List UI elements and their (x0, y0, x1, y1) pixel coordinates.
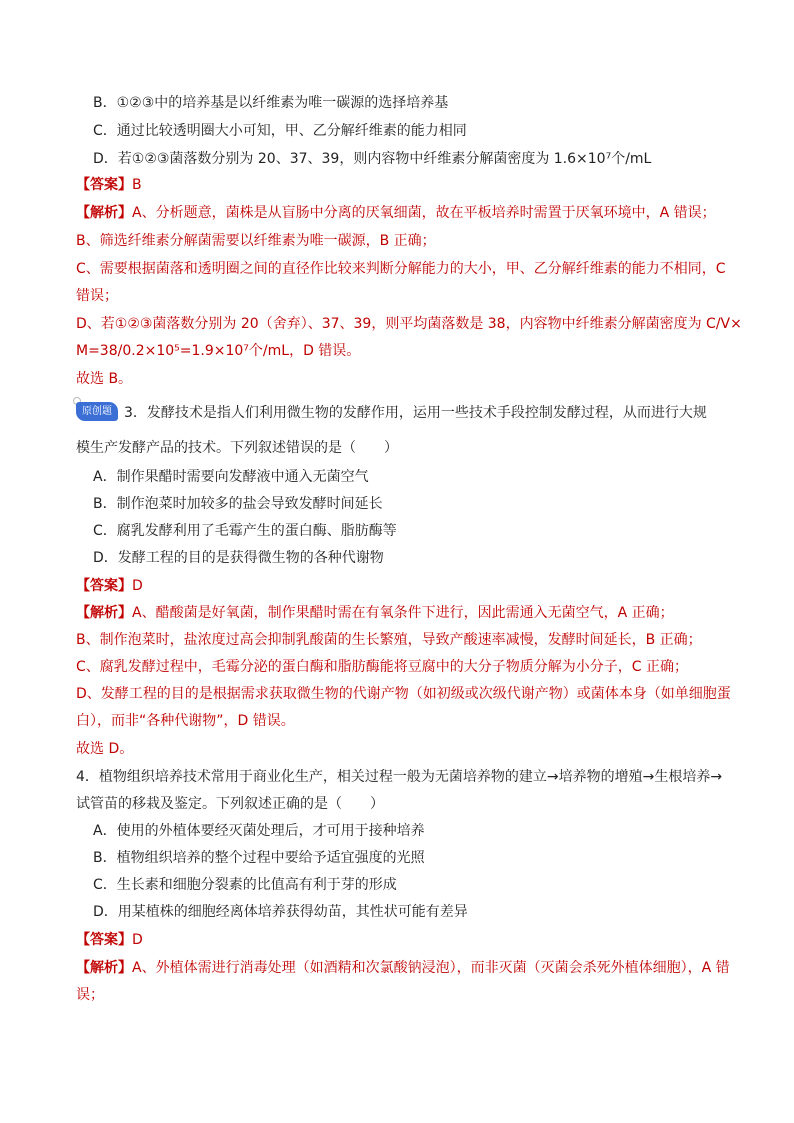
analysis-label: 【解析】 (76, 205, 132, 221)
analysis-text: A、分析题意，菌株是从盲肠中分离的厌氧细菌，故在平板培养时需置于厌氧环境中，A 错误； (132, 205, 716, 221)
prev-option-c: C．通过比较透明圈大小可知，甲、乙分解纤维素的能力相同 (93, 123, 467, 139)
q3-answer (76, 576, 143, 596)
prev-analysis-line: 错误； (76, 288, 118, 304)
prev-analysis-line: M=38/0.2×10⁵=1.9×10⁷个/mL，D 错误。 (76, 343, 361, 359)
q4-option-b: B．植物组织培养的整个过程中要给予适宜强度的光照 (93, 850, 425, 866)
prev-conclusion: 故选 B。 (76, 371, 133, 387)
q4-analysis-line: 误； (76, 987, 104, 1003)
q4-option-a: A．使用的外植体要经灭菌处理后，才可用于接种培养 (93, 823, 425, 839)
q3-analysis-line (76, 603, 674, 623)
q3-conclusion: 故选 D。 (76, 741, 134, 757)
answer-value: B (132, 177, 142, 193)
q3-analysis-line: B、制作泡菜时，盐浓度过高会抑制乳酸菌的生长繁殖，导致产酸速率减慢，发酵时间延长，B 正确； (76, 632, 702, 648)
q3-analysis-line: C、腐乳发酵过程中，毛霉分泌的蛋白酶和脂肪酶能将豆腐中的大分子物质分解为小分子，C 正确； (76, 659, 688, 675)
prev-analysis-line: B、筛选纤维素分解菌需要以纤维素为唯一碳源，B 正确； (76, 233, 436, 249)
analysis-label: 【解析】 (76, 960, 132, 976)
prev-option-b: B．①②③中的培养基是以纤维素为唯一碳源的选择培养基 (93, 95, 449, 111)
prev-option-d: D．若①②③菌落数分别为 20、37、39，则内容物中纤维素分解菌密度为 1.6×10⁷个/mL (93, 151, 652, 167)
q3-option-a: A．制作果醋时需要向发酵液中通入无菌空气 (93, 469, 369, 485)
q3-stem: 模生产发酵产品的技术。下列叙述错误的是（ ） (76, 440, 398, 456)
original-question-badge: 原创题 (76, 402, 118, 421)
answer-value: D (132, 932, 143, 948)
q4-stem: 试管苗的移栽及鉴定。下列叙述正确的是（ ） (76, 796, 384, 812)
q4-stem: 4．植物组织培养技术常用于商业化生产，相关过程一般为无菌培养物的建立→培养物的增殖→生根培养→ (76, 769, 723, 785)
analysis-label: 【解析】 (76, 605, 132, 621)
answer-label: 【答案】 (76, 578, 132, 594)
answer-label: 【答案】 (76, 932, 132, 948)
q4-analysis-line (76, 958, 730, 978)
q3-option-c: C．腐乳发酵利用了毛霉产生的蛋白酶、脂肪酶等 (93, 523, 397, 539)
prev-analysis-line (76, 203, 716, 223)
prev-answer (76, 175, 142, 195)
answer-value: D (132, 578, 143, 594)
q4-answer (76, 930, 143, 950)
analysis-text: A、外植体需进行消毒处理（如酒精和次氯酸钠浸泡），而非灭菌（灭菌会杀死外植体细胞），A 错 (132, 960, 730, 976)
q3-analysis-line: D、发酵工程的目的是根据需求获取微生物的代谢产物（如初级或次级代谢产物）或菌体本身（如单细胞蛋 (76, 686, 731, 702)
answer-label: 【答案】 (76, 177, 132, 193)
analysis-text: A、醋酸菌是好氧菌，制作果醋时需在有氧条件下进行，因此需通入无菌空气，A 正确； (132, 605, 674, 621)
q4-option-d: D．用某植株的细胞经离体培养获得幼苗，其性状可能有差异 (93, 904, 468, 920)
q4-option-c: C．生长素和细胞分裂素的比值高有利于芽的形成 (93, 877, 397, 893)
q3-option-d: D．发酵工程的目的是获得微生物的各种代谢物 (93, 550, 384, 566)
q3-option-b: B．制作泡菜时加较多的盐会导致发酵时间延长 (93, 496, 383, 512)
q3-stem: 3．发酵技术是指人们利用微生物的发酵作用，运用一些技术手段控制发酵过程，从而进行大规 (124, 405, 707, 421)
prev-analysis-line: D、若①②③菌落数分别为 20（舍弃）、37、39，则平均菌落数是 38，内容物中纤维素分解菌密度为 C/V× (76, 316, 742, 332)
prev-analysis-line: C、需要根据菌落和透明圈之间的直径作比较来判断分解能力的大小，甲、乙分解纤维素的能力不相同，C (76, 261, 726, 277)
q3-analysis-line: 白），而非“各种代谢物”，D 错误。 (76, 713, 295, 729)
